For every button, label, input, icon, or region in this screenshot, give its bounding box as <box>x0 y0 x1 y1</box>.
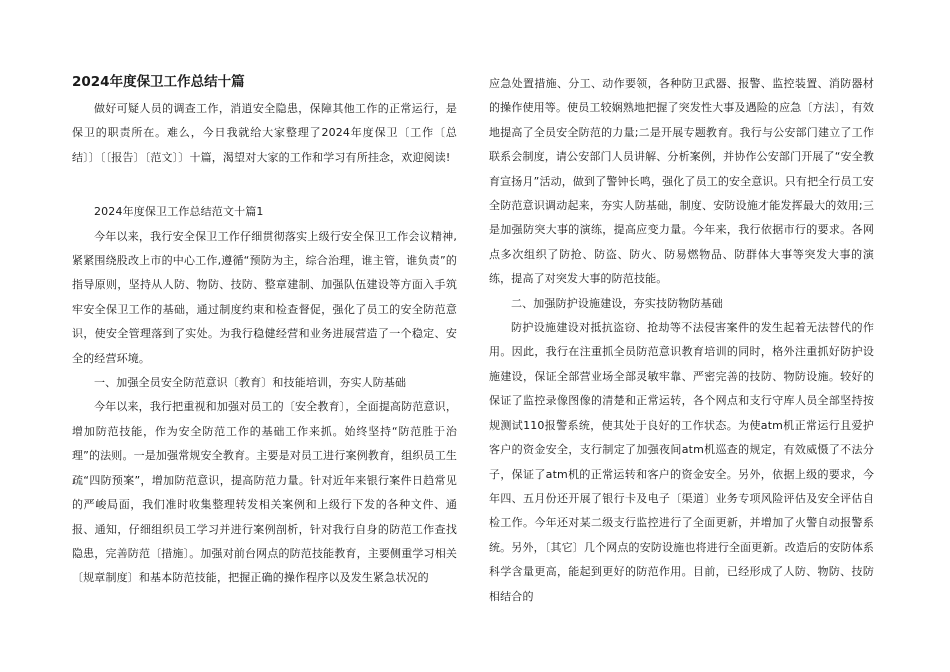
intro-paragraph: 做好可疑人员的调查工作，消逍安全隐患，保障其他工作的正常运行，是保卫的职责所在。难么，今日我就给大家整理了2024年度保卫〔工作〔总结〕〕〔〔报告〕〔范文〕〕十篇，渴望对大家的工作和学习有所挂念，欢迎阅读! <box>72 102 457 164</box>
document-title: 2024年度保卫工作总结十篇 <box>72 74 245 90</box>
body-paragraph: 今年以来，我行把重视和加强对员工的〔安全教育〕，全面提高防范意识，增加防范技能，作为安全防范工作的基础工作来抓。始终坚持“防范胜于治理”的法则。一是加强常规安全教育。主要是对员工进行案例教育，组织员工生疏“四防预案”，增加防范意识，提高防范力量。针对近年来银行案件日趋常见的严峻局面，我们准时收集整理转发相关案例和上级行下发的各种文件、通报、通知，仔细组织员工学习并进行案例剖析，针对我行自身的防范工作查找隐患，完善防范〔措施〕。加强对前台网点的防范技能教育，主要侧重学习相关〔规章制度〕和基本防范技能，把握正确的操作程序以及发生紧急状况的 <box>72 400 457 585</box>
subsection-heading: 二、加强防护设施建设，夯实技防物防基础 <box>511 296 723 310</box>
body-paragraph: 防护设施建设对抵抗盗窃、抢劫等不法侵害案件的发生起着无法替代的作用。因此，我行在注重抓全员防范意识教育培训的同时，格外注重抓好防护设施建设，保证全部营业场全部灵敏牢靠、严密完善的技防、物防设施。较好的保证了监控录像图像的清楚和正常运转，各个网点和支行守库人员全部坚持按规测试110报警系统，使其处于良好的工作状态。为使atm机正常运行且爱护客户的资金安全，支行制定了加强夜间atm机巡查的规定，有效威慑了不法分子，保证了atm机的正常运转和客户的资金安全。另外，依据上级的要求，今年四、五月份还开展了银行卡及电子〔渠道〕业务专项风险评估及安全评估自检工作。今年还对某二级支行监控进行了全面更新，并增加了火警自动报警系统。另外，〔其它〕几个网点的安防设施也将进行全面更新。改造后的安防体系科学含量更高，能起到更好的防范作用。目前，已经形成了人防、物防、技防相结合的 <box>489 321 874 603</box>
body-paragraph: 今年以来，我行安全保卫工作仔细贯彻落实上级行安全保卫工作会议精神,紧紧围绕股改上市的中心工作,遵循“预防为主，综合治理，谁主管，谁负责”的指导原则，坚持从人防、物防、技防、整章建制、加强队伍建设等方面入手筑牢安全保卫工作的基础，通过制度约束和检查督促，强化了员工的安全防范意识，使安全管理落到了实处。为我行稳健经营和业务进展营造了一个稳定、安全的经营环境。 <box>72 229 457 365</box>
section-heading: 2024年度保卫工作总结范文十篇1 <box>94 205 264 219</box>
body-paragraph-continued: 应急处置措施、分工、动作要领，各种防卫武器、报警、监控装置、消防器材的操作使用等。使员工较娴熟地把握了突发性大事及遇险的应急〔方法〕，有效地提高了全员安全防范的力量;二是开展专题教育。我行与公安部门建立了工作联系会制度，请公安部门人员讲解、分析案例，并协作公安部门开展了“安全教育宣扬月”活动，做到了警钟长鸣，强化了员工的安全意识。只有把全行员工安全防范意识调动起来，夯实人防基础，制度、安防设施才能发挥最大的效用;三是加强防突大事的演练，提高应变力量。今年来，我行依据市行的要求。各网点多次组织了防抢、防盗、防火、防易燃物品、防群体大事等突发大事的演练，提高了对突发大事的防范技能。 <box>489 77 874 286</box>
subsection-heading: 一、加强全员安全防范意识〔教育〕和技能培训，夯实人防基础 <box>94 376 407 390</box>
left-column <box>72 70 457 591</box>
right-column <box>489 72 874 609</box>
spacer <box>72 170 457 200</box>
